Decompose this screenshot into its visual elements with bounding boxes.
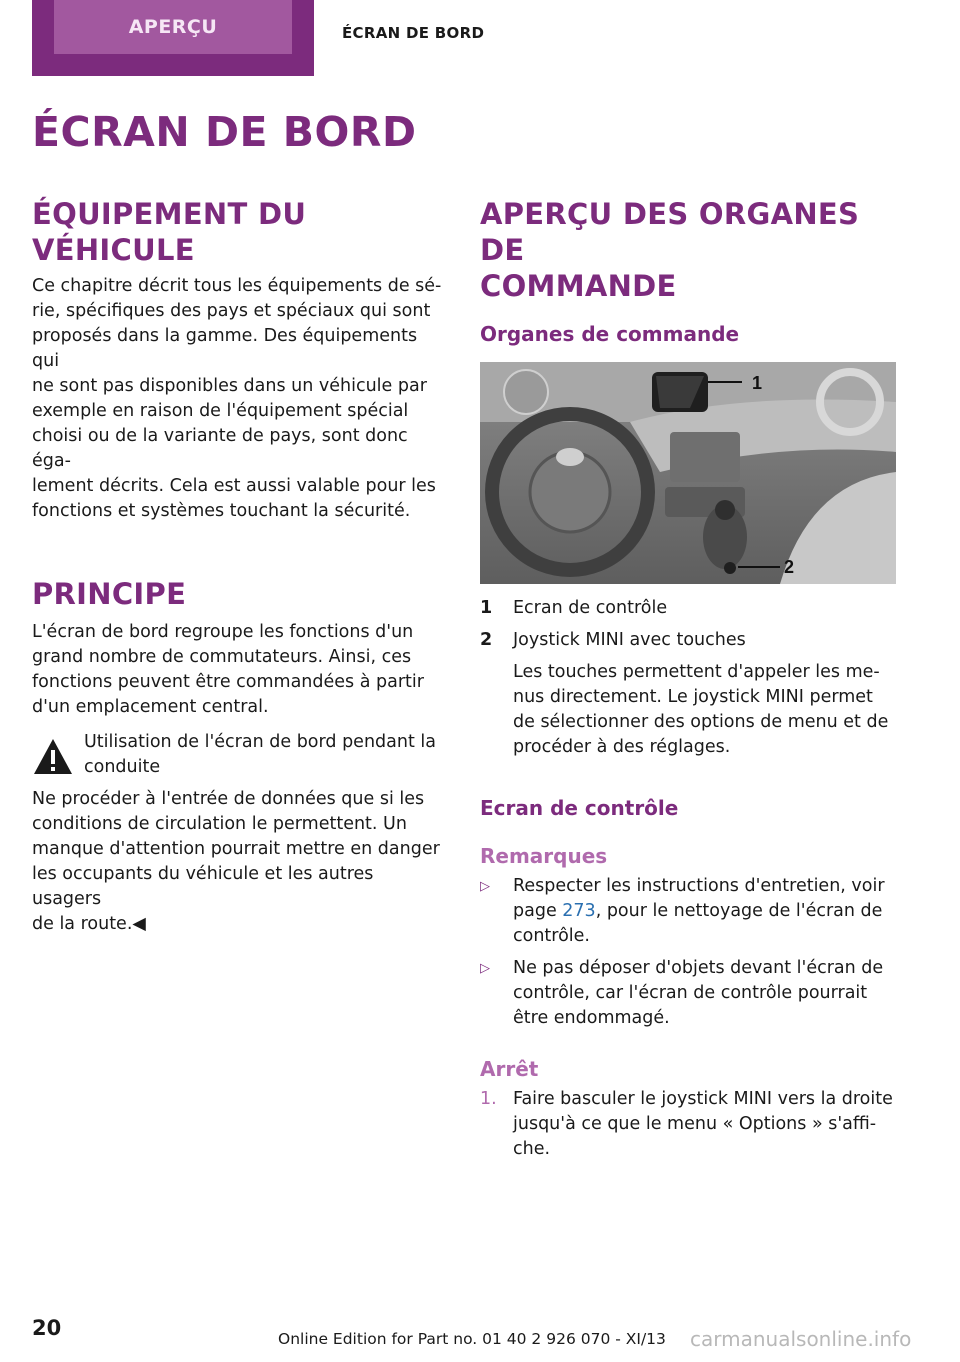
text-line: Faire basculer le joystick MINI vers la droite [513, 1089, 893, 1109]
remark-item [480, 956, 896, 1031]
header-tabbar [0, 0, 960, 80]
text-line: contrôle. [513, 926, 590, 946]
remark-text [513, 956, 896, 1031]
principle-paragraph [32, 620, 448, 720]
step-text [513, 1087, 896, 1162]
heading-line: COMMANDE [480, 269, 677, 303]
text-line: fonctions et systèmes touchant la sécurité. [32, 501, 411, 521]
legend-item [480, 628, 896, 653]
text-line: rie, spécifiques des pays et spéciaux qui sont [32, 301, 431, 321]
warning-text [32, 787, 448, 937]
legend-detail [480, 660, 896, 760]
text-fragment: , pour le nettoyage de l'écran de [595, 901, 883, 921]
left-column [32, 196, 448, 937]
text-line: nus directement. Le joystick MINI permet [513, 687, 873, 707]
page-title: ÉCRAN DE BORD [32, 108, 417, 156]
text-line: proposés dans la gamme. Des équipements qui [32, 326, 418, 371]
legend-number: 1 [480, 598, 493, 618]
step-number: 1. [480, 1089, 497, 1109]
watermark: carmanualsonline.info [690, 1327, 912, 1351]
text-line: les occupants du véhicule et les autres usagers [32, 864, 374, 909]
text-line: choisi ou de la variante de pays, sont donc éga‐ [32, 426, 408, 471]
tab-apercu-label: APERÇU [54, 0, 292, 54]
step-item [480, 1087, 896, 1162]
edition-note: Online Edition for Part no. 01 40 2 926 070 - XI/13 [278, 1330, 666, 1348]
text-line: jusqu'à ce que le menu « Options » s'affi‐ [513, 1114, 877, 1134]
text-line: conditions de circulation le permettent. Un [32, 814, 407, 834]
text-line: Utilisation de l'écran de bord pendant la [84, 732, 436, 752]
text-line: être endommagé. [513, 1008, 670, 1028]
warning-block [32, 730, 448, 780]
figure-legend [480, 596, 896, 760]
triangle-bullet-icon: ▷ [480, 879, 490, 894]
right-column [480, 196, 896, 1162]
heading-line: APERÇU DES ORGANES DE [480, 197, 860, 267]
legend-item [480, 596, 896, 621]
text-line: de la route.◀ [32, 914, 146, 934]
text-line: Les touches permettent d'appeler les me‐ [513, 662, 880, 682]
controls-overview-heading [480, 196, 896, 304]
text-line: Ne pas déposer d'objets devant l'écran de [513, 958, 884, 978]
remark-item [480, 874, 896, 949]
figure-callout-2: 2 [784, 557, 795, 577]
text-line: d'un emplacement central. [32, 697, 269, 717]
equipment-heading: ÉQUIPEMENT DU VÉHICULE [32, 197, 307, 267]
tab-ecran-de-bord[interactable]: ÉCRAN DE BORD [342, 24, 485, 42]
figure-callout-1: 1 [752, 373, 763, 393]
text-line: manque d'attention pourrait mettre en danger [32, 839, 440, 859]
page-number: 20 [32, 1316, 62, 1340]
text-line: de sélectionner des options de menu et de [513, 712, 889, 732]
text-line: Respecter les instructions d'entretien, voir [513, 876, 885, 896]
controls-subheading: Organes de commande [480, 322, 740, 346]
remarks-heading: Remarques [480, 844, 608, 868]
off-heading: Arrêt [480, 1057, 539, 1081]
text-line: lement décrits. Cela est aussi valable pour les [32, 476, 436, 496]
text-line: ne sont pas disponibles dans un véhicule par [32, 376, 427, 396]
text-fragment: page [513, 901, 563, 921]
triangle-bullet-icon: ▷ [480, 961, 490, 976]
screen-subheading: Ecran de contrôle [480, 796, 679, 820]
text-line: contrôle, car l'écran de contrôle pourrait [513, 983, 868, 1003]
legend-label: Joystick MINI avec touches [513, 630, 746, 650]
remark-text [513, 874, 896, 949]
text-line: procéder à des réglages. [513, 737, 731, 757]
text-line: fonctions peuvent être commandées à partir [32, 672, 424, 692]
text-line: che. [513, 1139, 551, 1159]
text-line: grand nombre de commutateurs. Ainsi, ces [32, 647, 412, 667]
warning-icon [32, 736, 74, 778]
warning-title [84, 730, 436, 780]
text-line [513, 899, 896, 924]
page-link[interactable]: 273 [562, 901, 596, 921]
tab-apercu[interactable] [32, 0, 314, 76]
equipment-paragraph [32, 274, 448, 524]
legend-number: 2 [480, 630, 493, 650]
text-line: exemple en raison de l'équipement spécial [32, 401, 409, 421]
legend-label: Ecran de contrôle [513, 598, 668, 618]
text-line: conduite [84, 757, 161, 777]
text-line: Ne procéder à l'entrée de données que si les [32, 789, 425, 809]
text-line: L'écran de bord regroupe les fonctions d'un [32, 622, 414, 642]
text-line: Ce chapitre décrit tous les équipements de sé‐ [32, 276, 442, 296]
principle-heading: PRINCIPE [32, 577, 187, 611]
dashboard-figure [480, 362, 896, 584]
